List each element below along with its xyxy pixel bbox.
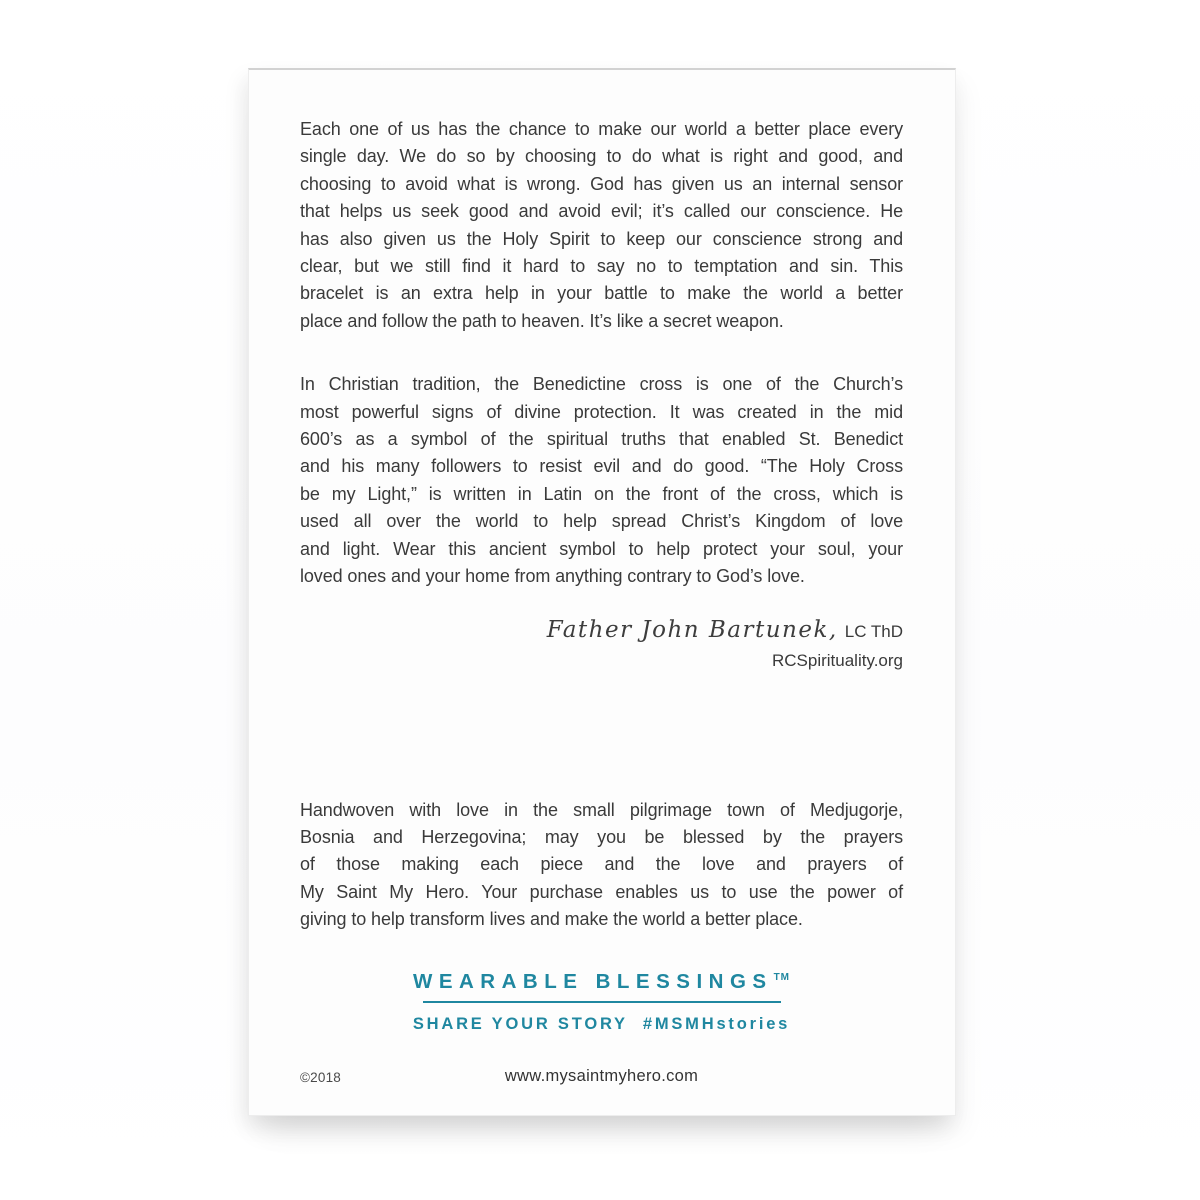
text-line: of those making each piece and the love and prayers of <box>300 854 903 875</box>
text-line: Handwoven with love in the small pilgrimage town of Medjugorje, <box>300 799 903 820</box>
text-line: be my Light,” is written in Latin on the front of the cross, which is <box>300 483 903 504</box>
wearable-blessings-heading <box>300 965 903 995</box>
signature-line <box>300 615 903 648</box>
card-content <box>249 70 955 1089</box>
signature-name: Father John Bartunek, <box>546 616 838 643</box>
tagline-hashtag: #MSMHstories <box>642 1014 791 1033</box>
text-line: choosing to avoid what is wrong. God has given us an internal sensor <box>300 173 903 194</box>
text-line: My Saint My Hero. Your purchase enables us to use the power of <box>300 881 903 902</box>
branding-block <box>300 965 903 1035</box>
tagline-share-text: SHARE YOUR STORY <box>412 1014 628 1033</box>
heading-text: WEARABLE BLESSINGS <box>412 969 773 993</box>
product-insert-card <box>248 68 956 1116</box>
text-line: Each one of us has the chance to make our world a better place every <box>300 119 903 139</box>
text-line: clear, but we still find it hard to say no to temptation and sin. This <box>300 256 903 277</box>
signature-credentials: LC ThD <box>844 621 903 641</box>
text-line: that helps us seek good and avoid evil; it’s called our conscience. He <box>300 201 903 222</box>
text-line: and light. Wear this ancient symbol to help protect your soul, your <box>300 538 903 559</box>
trademark-symbol: TM <box>773 971 791 983</box>
card-footer <box>300 1067 903 1089</box>
paragraph-intro <box>300 116 903 335</box>
website-url: www.mysaintmyhero.com <box>504 1066 699 1085</box>
text-line: 600’s as a symbol of the spiritual truths that enabled St. Benedict <box>300 429 903 450</box>
text-line: and his many followers to resist evil and do good. “The Holy Cross <box>300 456 903 477</box>
share-your-story-line <box>300 1013 903 1035</box>
text-line: giving to help transform lives and make the world a better place. <box>300 909 803 930</box>
text-line: most powerful signs of divine protection. It was created in the mid <box>300 401 903 422</box>
paragraph-handwoven <box>300 797 903 934</box>
text-line: single day. We do so by choosing to do what is right and good, and <box>300 146 903 167</box>
text-line: has also given us the Holy Spirit to keep our conscience strong and <box>300 228 903 249</box>
text-line: Bosnia and Herzegovina; may you be blessed by the prayers <box>300 826 903 847</box>
text-line: used all over the world to help spread Christ’s Kingdom of love <box>300 511 903 532</box>
text-line: loved ones and your home from anything contrary to God’s love. <box>300 566 805 587</box>
paragraph-benedictine-cross <box>300 371 903 590</box>
signature-block <box>300 615 903 673</box>
text-line: place and follow the path to heaven. It’s like a secret weapon. <box>300 310 784 331</box>
signature-website: RCSpirituality.org <box>771 650 903 670</box>
copyright-text: ©2018 <box>300 1069 341 1085</box>
heading-underline <box>423 1001 781 1003</box>
text-line: bracelet is an extra help in your battle to make the world a better <box>300 283 903 304</box>
text-line: In Christian tradition, the Benedictine cross is one of the Church’s <box>300 374 903 395</box>
